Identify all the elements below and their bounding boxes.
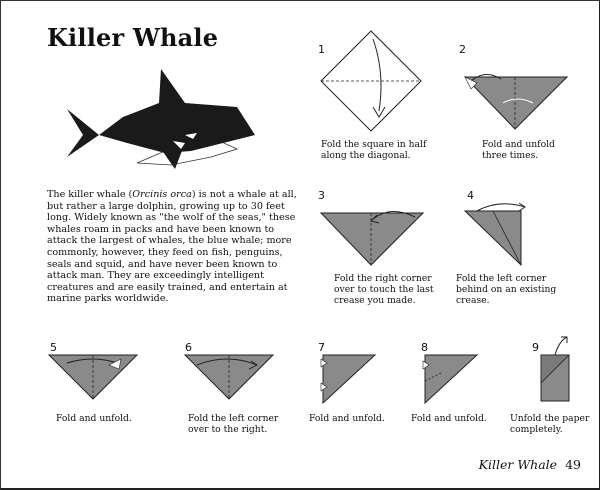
intro-post: ) is not a whale at all, but rather a large dolphin, growing up to 30 feet long. Widely known as "the wolf of the seas," these whales roam in packs and have been known to attack the largest of whales, the blue whale; more commonly, however, they feed on fish, penguins, seals and squid, and have never been known to attack man. They are exceedingly intelligent creatures and are easily trained, and entertain at marine parks worldwide.: [47, 189, 297, 305]
step-2-diagram: [463, 67, 573, 137]
step-5-caption: Fold and unfold.: [56, 413, 132, 424]
intro-latin-name: Orcinis orca: [132, 189, 192, 200]
step-4-diagram: [463, 199, 543, 269]
footer-title: Killer Whale: [478, 457, 558, 472]
step-2-caption: Fold and unfold three times.: [482, 139, 555, 161]
step-9-caption: Unfold the paper completely.: [510, 413, 590, 435]
step-4-number: 4: [467, 189, 474, 202]
step-7-diagram: [319, 353, 379, 405]
step-1-caption: Fold the square in half along the diagonal.: [321, 139, 427, 161]
step-9-number: 9: [532, 341, 539, 354]
step-7-number: 7: [318, 341, 325, 354]
step-2-number: 2: [459, 43, 466, 56]
step-3-caption: Fold the right corner over to touch the last crease you made.: [334, 273, 434, 306]
step-8-number: 8: [421, 341, 428, 354]
intro-paragraph: [47, 189, 297, 305]
page-number: 49: [565, 457, 581, 472]
whale-illustration: [61, 65, 261, 177]
step-5-number: 5: [50, 341, 57, 354]
step-6-number: 6: [185, 341, 192, 354]
step-1-number: 1: [318, 43, 325, 56]
step-1-diagram: [319, 29, 423, 133]
step-4-caption: Fold the left corner behind on an existing crease.: [456, 273, 557, 306]
page-title: Killer Whale: [47, 23, 219, 52]
step-5-diagram: [47, 353, 139, 403]
step-8-caption: Fold and unfold.: [411, 413, 487, 424]
step-6-diagram: [183, 353, 275, 403]
intro-pre: The killer whale (: [47, 189, 133, 200]
step-8-diagram: [421, 353, 481, 405]
step-6-caption: Fold the left corner over to the right.: [188, 413, 279, 435]
page-footer: [479, 457, 581, 472]
step-9-diagram: [515, 335, 575, 407]
step-3-diagram: [319, 205, 431, 269]
step-7-caption: Fold and unfold.: [309, 413, 385, 424]
step-3-number: 3: [318, 189, 325, 202]
